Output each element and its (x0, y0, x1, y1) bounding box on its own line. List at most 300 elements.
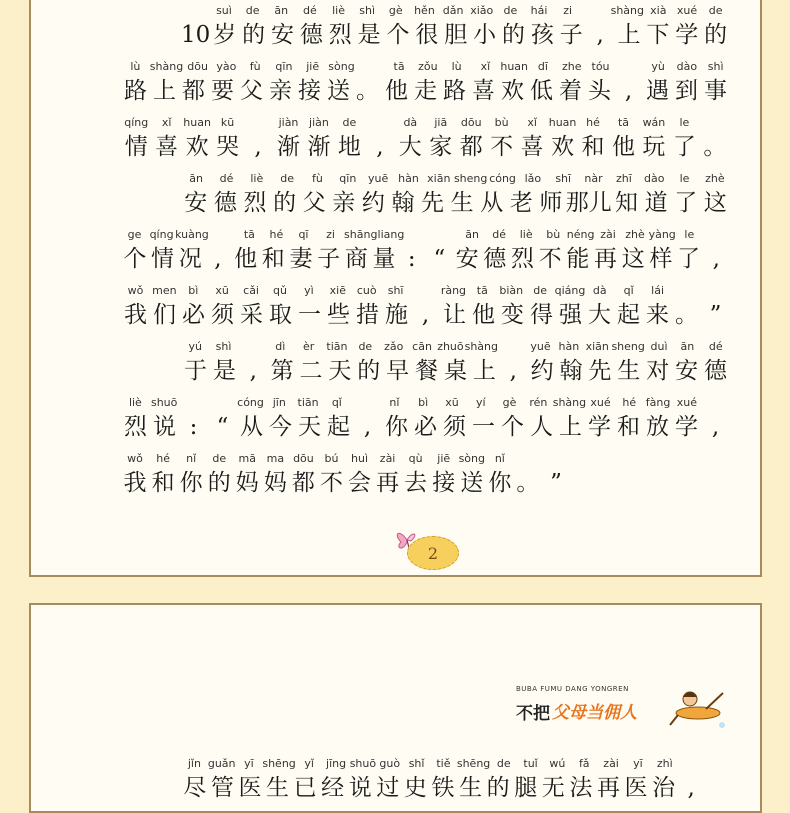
pinyin-syllable (238, 340, 266, 354)
hanzi-character: 必 (414, 414, 437, 440)
pinyin-syllable: shāng (344, 228, 378, 241)
hanzi-character: 必 (182, 302, 205, 328)
hanzi-character: 孩 (530, 22, 554, 48)
hanzi-character: 对 (646, 358, 670, 384)
pinyin-syllable (498, 340, 526, 354)
pinyin-syllable: jīn (272, 396, 286, 409)
pinyin-syllable: men (152, 284, 177, 297)
pinyin-syllable: xǐ (480, 60, 491, 73)
hanzi-character: 不 (538, 246, 562, 272)
pinyin-syllable: tā (476, 284, 488, 297)
pinyin-syllable: shǐ (408, 757, 425, 770)
hanzi-character: , (421, 302, 430, 328)
hanzi-character: 况 (178, 246, 202, 272)
hanzi-character: 烈 (124, 414, 147, 440)
hanzi-character: 欢 (185, 134, 209, 160)
hanzi-character: 安 (675, 358, 699, 384)
hanzi-character: 治 (652, 775, 676, 801)
hanzi-character: 医 (624, 775, 648, 801)
pinyin-syllable: xiē (329, 284, 346, 297)
pinyin-syllable (365, 116, 395, 130)
hanzi-character: 天 (328, 358, 352, 384)
hanzi-character: 很 (415, 22, 439, 48)
pinyin-syllable (678, 757, 705, 771)
pinyin-syllable: ge (127, 228, 142, 241)
hanzi-character: 放 (646, 414, 669, 440)
pinyin-syllable: shī (387, 284, 404, 297)
hanzi-character: 喜 (520, 134, 544, 160)
pinyin-syllable: xué (590, 396, 611, 409)
text-line (121, 60, 730, 116)
hanzi-character: 采 (240, 302, 263, 328)
hanzi-character: 个 (501, 414, 524, 440)
hanzi-character: 些 (327, 302, 350, 328)
hanzi-row (121, 300, 730, 330)
pinyin-syllable: huan (500, 60, 528, 73)
hanzi-character: 情 (151, 246, 175, 272)
pinyin-syllable: yī (633, 757, 643, 770)
pinyin-syllable: yí (475, 396, 486, 409)
pinyin-syllable: qīn (275, 60, 293, 73)
pinyin-syllable (700, 116, 730, 130)
hanzi-character: 老 (509, 190, 533, 216)
hanzi-character: 路 (124, 78, 147, 104)
text-line (121, 116, 730, 172)
hanzi-character: 说 (153, 414, 176, 440)
pinyin-syllable: shàng (464, 340, 498, 353)
hanzi-character: 生 (459, 775, 483, 801)
hanzi-character: 强 (559, 302, 582, 328)
pinyin-syllable: tā (617, 116, 629, 129)
pinyin-syllable: shàng (552, 396, 587, 409)
pinyin-syllable: zhè (625, 228, 645, 241)
hanzi-character: : (189, 414, 198, 440)
hanzi-character: 措 (356, 302, 379, 328)
pinyin-syllable: shàng (610, 4, 645, 17)
pinyin-syllable: shēng (456, 757, 491, 770)
pinyin-syllable: de (280, 172, 295, 185)
pinyin-syllable: liang (377, 228, 405, 241)
hanzi-character: , (687, 775, 695, 801)
hanzi-character: 师 (539, 190, 563, 216)
hanzi-row (121, 468, 570, 498)
pinyin-syllable: qíng (149, 228, 174, 241)
hanzi-character: 于 (183, 358, 207, 384)
hanzi-character: 我 (124, 302, 147, 328)
pinyin-syllable (615, 60, 644, 74)
pinyin-syllable: sòng (328, 60, 355, 73)
hanzi-character: 让 (443, 302, 466, 328)
pinyin-syllable: yuē (530, 340, 551, 353)
hanzi-character: 管 (210, 775, 234, 801)
hanzi-character: 学 (675, 414, 698, 440)
pinyin-syllable: xū (445, 396, 459, 409)
hanzi-character: 们 (153, 302, 176, 328)
pinyin-row (121, 228, 730, 242)
hanzi-character: 会 (348, 470, 372, 496)
pinyin-syllable: nǐ (186, 452, 197, 465)
hanzi-character: 变 (501, 302, 524, 328)
hanzi-character: , (624, 78, 633, 104)
hanzi-character: 烈 (328, 22, 352, 48)
pinyin-syllable: fàng (645, 396, 671, 409)
logo-highlight: 父母当佣人 (552, 703, 637, 723)
pinyin-syllable: xǐ (161, 116, 172, 129)
hanzi-character: 无 (541, 775, 565, 801)
pinyin-syllable: liè (332, 4, 345, 17)
pinyin-syllable: shàng (149, 60, 184, 73)
pinyin-syllable: liè (128, 396, 142, 409)
hanzi-character: 须 (211, 302, 234, 328)
hanzi-row (121, 412, 730, 442)
pinyin-syllable: yào (216, 60, 237, 73)
hanzi-character: 先 (421, 190, 445, 216)
hanzi-character: 了 (677, 246, 701, 272)
pinyin-syllable: jiàn (309, 116, 329, 129)
pinyin-syllable: ān (465, 228, 479, 241)
pinyin-row (121, 452, 570, 466)
pinyin-syllable (672, 284, 701, 298)
hanzi-character: , (711, 414, 720, 440)
hanzi-character: 。 (516, 470, 540, 496)
hanzi-character: 渐 (307, 134, 331, 160)
pinyin-syllable (243, 116, 273, 130)
pinyin-syllable: mā (238, 452, 257, 465)
pinyin-syllable (514, 452, 542, 466)
hanzi-character: 哭 (216, 134, 240, 160)
pinyin-syllable: gè (388, 4, 403, 17)
pinyin-syllable: de (708, 4, 723, 17)
hanzi-character: 的 (704, 22, 728, 48)
pinyin-syllable: tóu (591, 60, 610, 73)
hanzi-character: 家 (429, 134, 453, 160)
hanzi-character: 到 (675, 78, 698, 104)
pinyin-syllable: ān (189, 172, 204, 185)
pinyin-syllable: dé (219, 172, 234, 185)
pinyin-syllable: zài (603, 757, 619, 770)
hanzi-character: 铁 (431, 775, 455, 801)
pinyin-syllable: de (342, 116, 357, 129)
hanzi-character: 学 (588, 414, 611, 440)
hanzi-character: 知 (615, 190, 639, 216)
pinyin-syllable: wán (642, 116, 666, 129)
hanzi-character: 遇 (646, 78, 669, 104)
hanzi-character: 小 (473, 22, 497, 48)
pinyin-syllable: shuō (150, 396, 178, 409)
pinyin-syllable: huan (548, 116, 577, 129)
hanzi-character: 的 (273, 190, 297, 216)
pinyin-syllable: zhì (656, 757, 673, 770)
hanzi-character: 过 (376, 775, 400, 801)
pinyin-syllable: dà (592, 284, 607, 297)
pinyin-syllable (701, 284, 730, 298)
hanzi-character: 学 (675, 22, 699, 48)
hanzi-character: 翰 (559, 358, 583, 384)
hanzi-character: 约 (361, 190, 385, 216)
pinyin-syllable: dà (403, 116, 418, 129)
pinyin-syllable: bì (188, 284, 199, 297)
hanzi-character: 去 (404, 470, 428, 496)
hanzi-character: 道 (644, 190, 668, 216)
hanzi-character: 烈 (510, 246, 534, 272)
text-line (121, 452, 570, 508)
hanzi-character: 和 (581, 134, 605, 160)
hanzi-character: 大 (588, 302, 611, 328)
hanzi-character: 亲 (269, 78, 292, 104)
hanzi-character: 父 (302, 190, 326, 216)
pinyin-syllable: wǒ (127, 284, 144, 297)
hanzi-character: 德 (703, 358, 727, 384)
pinyin-syllable: cān (412, 340, 432, 353)
hanzi-character: 取 (269, 302, 292, 328)
pinyin-syllable: xué (676, 4, 698, 17)
hanzi-character: 喜 (155, 134, 179, 160)
pinyin-syllable: dì (275, 340, 286, 353)
pinyin-syllable: duì (650, 340, 668, 353)
pinyin-syllable: zǒu (418, 60, 438, 73)
pinyin-syllable: dé (303, 4, 317, 17)
hanzi-character: 第 (270, 358, 294, 384)
hanzi-character: 他 (472, 302, 495, 328)
pinyin-syllable: zhe (561, 60, 582, 73)
text-line (181, 4, 730, 60)
hanzi-character: 了 (672, 134, 696, 160)
pinyin-syllable: le (679, 172, 690, 185)
hanzi-character: 量 (372, 246, 396, 272)
hanzi-character: , (712, 246, 720, 272)
pinyin-syllable: de (212, 452, 227, 465)
logo-pinyin: BUBA FUMU DANG YONGREN (516, 685, 629, 693)
pinyin-syllable: xué (676, 396, 697, 409)
hanzi-character: 说 (348, 775, 372, 801)
pinyin-syllable: de (503, 4, 518, 17)
pinyin-syllable (356, 60, 385, 74)
hanzi-character: 桌 (443, 358, 467, 384)
hanzi-character: 样 (649, 246, 673, 272)
pinyin-syllable: liè (250, 172, 264, 185)
pinyin-syllable: dào (643, 172, 665, 185)
pinyin-syllable: dǎn (442, 4, 464, 17)
hanzi-character: 接 (432, 470, 456, 496)
pinyin-syllable: bì (418, 396, 429, 409)
pinyin-syllable: dī (537, 60, 548, 73)
hanzi-character: 大 (398, 134, 422, 160)
hanzi-character: 子 (317, 246, 341, 272)
hanzi-character: 安 (184, 190, 208, 216)
pinyin-syllable (179, 396, 208, 410)
pinyin-row (121, 60, 730, 74)
pinyin-syllable: qī (298, 228, 309, 241)
pinyin-syllable: guǎn (207, 757, 236, 770)
pinyin-syllable: jǐn (187, 757, 201, 770)
hanzi-character: 尽 (183, 775, 207, 801)
pinyin-syllable: lù (451, 60, 462, 73)
hanzi-character: 都 (459, 134, 483, 160)
pinyin-row (181, 757, 705, 771)
pinyin-syllable: huì (351, 452, 369, 465)
pinyin-syllable: de (496, 757, 511, 770)
hanzi-character: 送 (327, 78, 350, 104)
pinyin-syllable: huan (183, 116, 211, 129)
hanzi-character: 人 (530, 414, 553, 440)
pinyin-syllable: zài (600, 228, 616, 241)
hanzi-character: 头 (588, 78, 611, 104)
page-number: 2 (407, 536, 459, 570)
hanzi-character: 喜 (472, 78, 495, 104)
pinyin-syllable: shì (707, 60, 724, 73)
pinyin-syllable: yī (244, 757, 254, 770)
hanzi-character: 一 (298, 302, 321, 328)
hanzi-character: 低 (530, 78, 553, 104)
pinyin-syllable: cǎi (243, 284, 259, 297)
hanzi-character: 父 (240, 78, 263, 104)
pinyin-syllable: kū (220, 116, 235, 129)
hanzi-character: 他 (611, 134, 635, 160)
hanzi-character: 你 (179, 470, 203, 496)
pinyin-syllable: zǎo (384, 340, 404, 353)
pinyin-syllable: de (245, 4, 260, 17)
pinyin-syllable: hé (156, 452, 170, 465)
pinyin-syllable: shì (215, 340, 232, 353)
hanzi-character: 妈 (263, 470, 287, 496)
hanzi-character: , (363, 414, 372, 440)
pinyin-syllable: yuē (368, 172, 389, 185)
hanzi-character: 这 (621, 246, 645, 272)
pinyin-syllable (207, 396, 236, 410)
hanzi-character: 是 (357, 22, 381, 48)
pinyin-syllable: jīng (326, 757, 347, 770)
text-line (181, 757, 705, 813)
hanzi-character: 的 (501, 22, 525, 48)
pinyin-syllable (209, 228, 236, 242)
pinyin-syllable: gè (502, 396, 517, 409)
pinyin-syllable: hé (269, 228, 284, 241)
hanzi-character: 安 (455, 246, 479, 272)
hanzi-character: 送 (460, 470, 484, 496)
pinyin-syllable (410, 284, 439, 298)
pinyin-syllable: tuǐ (523, 757, 538, 770)
text-line (121, 284, 730, 340)
hanzi-character: 地 (337, 134, 361, 160)
pinyin-syllable: qǔ (273, 284, 287, 297)
pinyin-syllable: lù (130, 60, 141, 73)
hanzi-character: “ (216, 414, 229, 440)
pinyin-syllable: tiě (436, 757, 451, 770)
hanzi-character: 个 (386, 22, 410, 48)
pinyin-syllable: shì (359, 4, 376, 17)
hanzi-character: 他 (234, 246, 258, 272)
pinyin-syllable: fù (249, 60, 261, 73)
hanzi-character: 从 (240, 414, 263, 440)
pinyin-syllable: sheng (611, 340, 645, 353)
hanzi-character: 德 (483, 246, 507, 272)
book-page-top (29, 0, 762, 577)
pinyin-syllable: jiā (434, 116, 448, 129)
hanzi-character: 上 (617, 22, 641, 48)
pinyin-syllable: zhī (615, 172, 632, 185)
pinyin-syllable: hái (530, 4, 548, 17)
pinyin-syllable: bù (546, 228, 561, 241)
pinyin-syllable: yú (188, 340, 202, 353)
pinyin-syllable (703, 228, 730, 242)
pinyin-syllable: zhuō (437, 340, 464, 353)
hanzi-character: 生 (450, 190, 474, 216)
pinyin-syllable: nǐ (494, 452, 505, 465)
pinyin-syllable: sòng (458, 452, 485, 465)
pinyin-syllable (582, 4, 611, 18)
hanzi-character: 生 (617, 358, 641, 384)
hanzi-character: 安 (270, 22, 294, 48)
hanzi-row (181, 20, 730, 50)
hanzi-character: 都 (182, 78, 205, 104)
pinyin-syllable: qǐ (331, 396, 342, 409)
hanzi-character: 亲 (332, 190, 356, 216)
pinyin-row (121, 396, 730, 410)
pinyin-syllable: jiē (306, 60, 320, 73)
pinyin-syllable: sheng (453, 172, 488, 185)
pinyin-syllable: ma (266, 452, 285, 465)
pinyin-syllable: dōu (187, 60, 208, 73)
pinyin-syllable: guò (379, 757, 401, 770)
pinyin-syllable: yǐ (304, 757, 314, 770)
hanzi-character: 是 (212, 358, 236, 384)
hanzi-character: 上 (472, 358, 496, 384)
pinyin-syllable: shēng (262, 757, 296, 770)
hanzi-character: 的 (242, 22, 266, 48)
hanzi-character: 接 (298, 78, 321, 104)
hanzi-character: , (249, 358, 257, 384)
pinyin-syllable: xǐ (527, 116, 537, 129)
hanzi-character: 先 (588, 358, 612, 384)
pinyin-syllable: wú (549, 757, 566, 770)
hanzi-character: 上 (559, 414, 582, 440)
hanzi-character: : (407, 246, 416, 272)
hanzi-row (121, 76, 730, 106)
pinyin-syllable: tiān (326, 340, 348, 353)
pinyin-syllable: tā (393, 60, 405, 73)
hanzi-character: 都 (291, 470, 315, 496)
hanzi-character: 10 (181, 22, 211, 48)
hanzi-character: 翰 (391, 190, 415, 216)
hanzi-character: ” (709, 302, 722, 328)
pinyin-row (181, 340, 730, 354)
pinyin-syllable (181, 4, 210, 18)
hanzi-character: 欢 (551, 134, 575, 160)
hanzi-character: 须 (443, 414, 466, 440)
hanzi-character: 的 (357, 358, 381, 384)
hanzi-character: 路 (443, 78, 466, 104)
pinyin-syllable: cóng (237, 396, 264, 409)
hanzi-row (121, 244, 730, 274)
pinyin-syllable: yù (651, 60, 665, 73)
pinyin-syllable: nǐ (389, 396, 400, 409)
pinyin-syllable: yàng (648, 228, 676, 241)
hanzi-character: , (214, 246, 222, 272)
pinyin-syllable: ràng (440, 284, 467, 297)
hanzi-character: 胆 (444, 22, 468, 48)
pinyin-syllable: xiān (427, 172, 451, 185)
pinyin-syllable: hé (622, 396, 637, 409)
pinyin-syllable: lǎo (524, 172, 542, 185)
hanzi-character: 着 (559, 78, 582, 104)
pinyin-syllable: qǐ (623, 284, 634, 297)
hanzi-character: 商 (344, 246, 368, 272)
logo-prefix: 不把 (516, 704, 550, 724)
hanzi-character: 德 (299, 22, 323, 48)
pinyin-syllable: biàn (499, 284, 524, 297)
pinyin-syllable: cóng (489, 172, 516, 185)
hanzi-character: 渐 (276, 134, 300, 160)
